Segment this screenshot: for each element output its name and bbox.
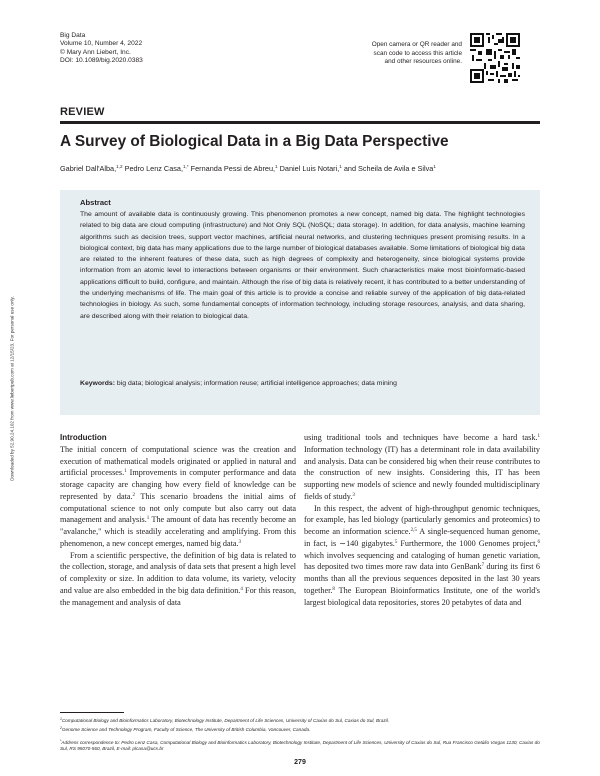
- citation-ref[interactable]: 1: [146, 516, 150, 522]
- footnote-affiliation: $^1$Computational Biology and Bioinformatics Laboratory, Biotechnology Institute, Department of Life Sciences, University of Caxias do Sul, Caxias do Sul, Brazil.: [60, 717, 390, 723]
- body-paragraph: The initial concern of computational science was the creation and execution of mathematical models originated or applied in natural and artificial processes.$^1$ Improvements in computer performance and data storage capacity are changing how every field of knowledge can be represented by data.$^2$ This scenario broadens the initial aims of computational science to not only compute but also carry out data management and analysis.$^1$ The amount of data has recently become an "avalanche," which is steadily accelerating and amplifying. From this phenomenon, a new concept emerges, named big data.$^3$: [60, 444, 297, 548]
- citation-ref[interactable]: 4: [240, 586, 243, 592]
- keywords-label: Keywords:: [80, 380, 115, 387]
- citation-ref[interactable]: 7: [481, 563, 485, 569]
- journal-doi[interactable]: DOI: 10.1089/big.2020.0383: [60, 57, 143, 65]
- footnote-correspondence: *Address correspondence to: Pedro Lenz Casa, Computational Biology and Bioinformatics Laboratory, Biotechnology Institute, Department of Life Sciences, University of Caxias do Sul, Rua Francisco Getúlio Vargas 1130, Caxias do Sul, RS 95070-560, Brazil, E-mail: plcasa@ucs.br: [60, 738, 540, 752]
- citation-ref[interactable]: 6: [537, 539, 540, 545]
- citation-ref[interactable]: 3: [352, 492, 355, 498]
- qr-instruction-line: and other resources online.: [384, 58, 462, 66]
- section-heading-introduction: Introduction: [60, 433, 107, 442]
- journal-name: Big Data: [60, 32, 86, 39]
- citation-ref[interactable]: 1: [124, 469, 127, 475]
- body-paragraph: In this respect, the advent of high-throughput genomic techniques, for example, has led biology (particularly genomics and proteomics) to become an information science.$^{2,5}$ A single-sequenced human genome, in fact, is ∼140 gigabytes.$^5$ Furthermore, the 1000 Genomes project,$^6$ which involves sequencing and cataloging of human genetic variation, has deposited two times more raw data into GenBank$^7$ during its first 6 months than all the previous sequences deposited in the last 30 years together.$^8$ The European Bioinformatics Institute, one of the world's largest biological data repositories, stores 20 petabytes of data and: [304, 503, 540, 607]
- article-title: A Survey of Biological Data in a Big Data Perspective: [60, 133, 449, 150]
- body-paragraph: using traditional tools and techniques have become a hard task.$^1$ Information technology (IT) has a determinant role in data availability and analysis. Data can be considered big when their reuse contributes to the construction of new insights. Considering this, IT has been supporting new models of science and newly founded multidisciplinary fields of study.$^3$: [304, 433, 540, 501]
- author-affiliation: 1,2: [116, 164, 123, 169]
- journal-volume: Volume 10, Number 4, 2022: [60, 40, 143, 48]
- qr-instructions: [352, 41, 462, 67]
- author-name: Daniel Luis Notari,: [279, 164, 340, 173]
- header-rule: [60, 121, 540, 124]
- footnote-affiliation: $^2$Genome Science and Technology Program, Faculty of Science, The University of British Columbia, Vancouver, Canada.: [60, 725, 311, 732]
- author-list: [60, 164, 540, 173]
- body-column-right: [304, 432, 540, 608]
- author-name: Gabriel Dall'Alba,: [60, 164, 117, 173]
- page-number: 279: [294, 759, 306, 766]
- author-affiliation: 1,*: [183, 164, 189, 169]
- keywords-list: big data; biological analysis; information reuse; artificial intelligence approaches; data mining: [116, 380, 397, 387]
- keywords: [80, 380, 525, 387]
- article-type-label: REVIEW: [60, 106, 105, 118]
- qr-code-icon[interactable]: [470, 33, 520, 83]
- footnote-divider: [60, 712, 124, 713]
- qr-instruction-line: scan code to access this article: [373, 49, 462, 57]
- qr-instruction-line: Open camera or QR reader and: [371, 41, 462, 48]
- abstract-heading: Abstract: [80, 198, 111, 207]
- citation-ref[interactable]: 3: [238, 539, 242, 545]
- citation-ref[interactable]: 2: [132, 492, 136, 498]
- abstract-text: The amount of available data is continuously growing. This phenomenon promotes a new concept, named big data. The highlight technologies related to big data are cloud computing (infrastructure) and Not Only SQL (NoSQL; data storage). In addition, for data analysis, machine learning algorithms such as decision trees, support vector machines, artificial neural networks, and clustering techniques present promising results. In a biological context, big data has many applications due to the large number of biological databases available. Some limitations of biological big data are related to the inherent features of these data, such as high degrees of complexity and heterogeneity, since biological systems provide information from an atomic level to interactions between organisms or their environment. Such characteristics make most bioinformatic-based applications difficult to build, configure, and maintain. Although the rise of big data is relatively recent, it has contributed to a better understanding of the underlying mechanisms of life. The main goal of this article is to provide a concise and reliable survey of the application of big data-related technologies in biology. As such, some fundamental concepts of information technology, including storage resources, analysis, and data sharing, are described along with their relation to biological data.: [80, 211, 525, 320]
- author-name: Fernanda Pessi de Abreu,: [190, 164, 276, 173]
- body-column-left: [60, 432, 296, 608]
- author-affiliation: 1: [275, 164, 278, 169]
- download-notice: Downloaded by 52.90.24.102 from www.liebertpub.com at 12/15/23. For personal use only.: [9, 296, 15, 481]
- author-name: Pedro Lenz Casa,: [124, 164, 183, 173]
- author-name: and Scheila de Avila e Silva: [343, 164, 434, 173]
- citation-ref[interactable]: 1: [537, 434, 540, 439]
- citation-ref[interactable]: 5: [394, 539, 398, 545]
- author-affiliation: 1: [433, 164, 436, 169]
- footnotes: [60, 716, 540, 753]
- author-affiliation: 1: [339, 164, 342, 169]
- citation-ref[interactable]: 2,5: [410, 528, 417, 533]
- journal-copyright: © Mary Ann Liebert, Inc.: [60, 48, 131, 56]
- citation-ref[interactable]: 8: [332, 586, 335, 592]
- journal-info: [60, 32, 143, 66]
- body-paragraph: From a scientific perspective, the definition of big data is related to the collection, storage, and analysis of data sets that present a high level of complexity or size. In addition to data volume, its variety, velocity and value are also embedded in the big data definition.$^4$ For this reason, the management and analysis of data: [60, 550, 296, 607]
